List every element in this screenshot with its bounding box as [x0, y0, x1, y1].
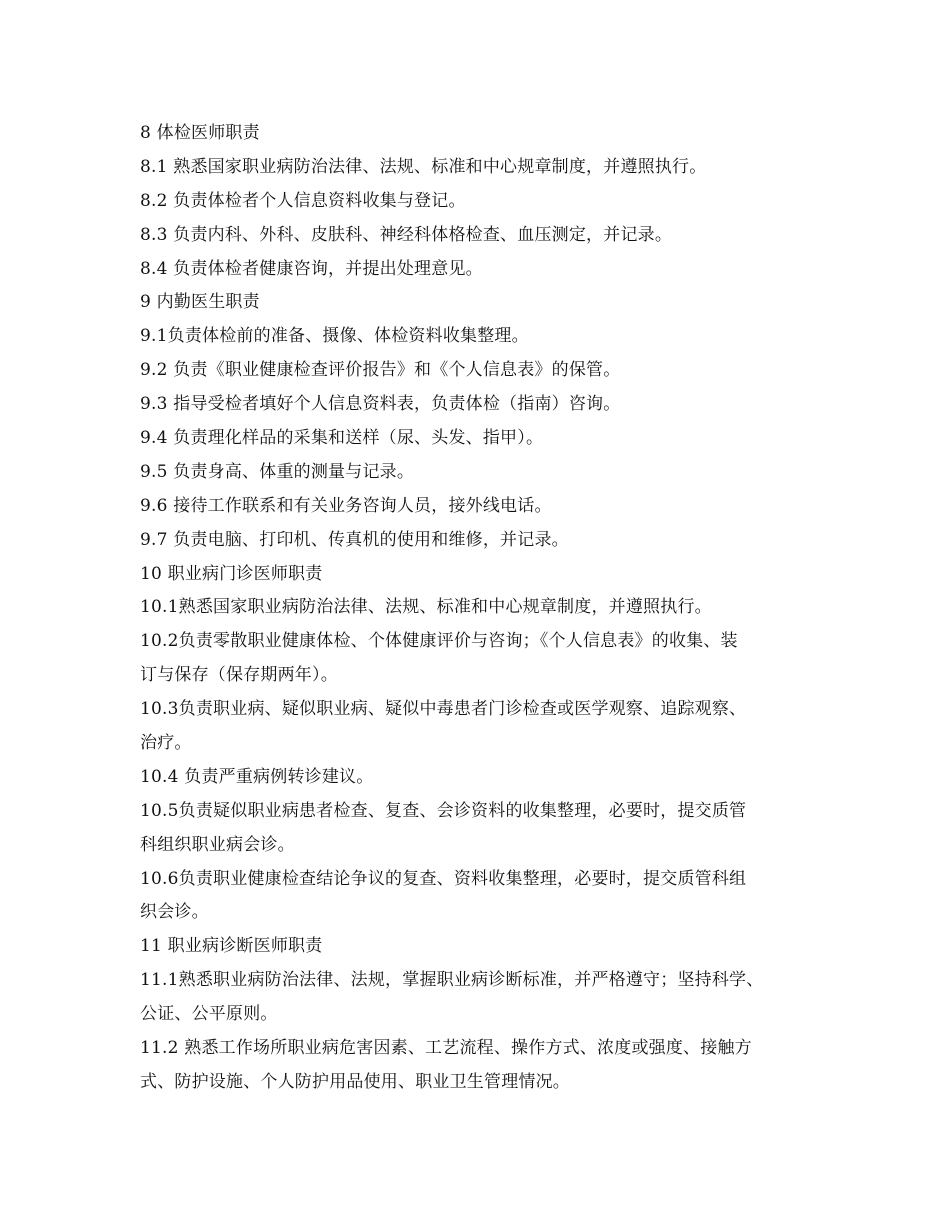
paragraph-line: 9.7 负责电脑、打印机、传真机的使用和维修，并记录。 — [140, 529, 569, 550]
paragraph-line: 8.3 负责内科、外科、皮肤科、神经科体格检查、血压测定，并记录。 — [140, 224, 673, 245]
paragraph-line: 9.2 负责《职业健康检查评价报告》和《个人信息表》的保管。 — [140, 360, 621, 381]
paragraph-line: 9.5 负责身高、体重的测量与记录。 — [140, 461, 415, 482]
paragraph-line: 式、防护设施、个人防护用品使用、职业卫生管理情况。 — [140, 1071, 570, 1092]
section-heading: 8 体检医师职责 — [140, 123, 260, 143]
section-heading: 10 职业病门诊医师职责 — [140, 563, 323, 584]
paragraph-line: 10.6负责职业健康检查结论争议的复查、资料收集整理，必要时，提交质管科组 — [140, 868, 747, 889]
section-heading: 11 职业病诊断医师职责 — [140, 936, 323, 957]
paragraph-line: 9.6 接待工作联系和有关业务咨询人员，接外线电话。 — [140, 495, 552, 516]
paragraph-line: 11.2 熟悉工作场所职业病危害因素、工艺流程、操作方式、浓度或强度、接触方 — [140, 1038, 752, 1059]
paragraph-line: 科组织职业病会诊。 — [140, 834, 295, 855]
paragraph-line: 公证、公平原则。 — [140, 1004, 278, 1025]
paragraph-line: 织会诊。 — [140, 902, 209, 923]
paragraph-line: 8.2 负责体检者个人信息资料收集与登记。 — [140, 190, 466, 211]
paragraph-line: 9.1负责体检前的准备、摄像、体检资料收集整理。 — [140, 326, 529, 347]
paragraph-line: 10.4 负责严重病例转诊建议。 — [140, 766, 374, 787]
paragraph-line: 订与保存（保存期两年）。 — [140, 665, 338, 686]
paragraph-line: 10.5负责疑似职业病患者检查、复查、会诊资料的收集整理，必要时，提交质管 — [140, 800, 747, 821]
paragraph-line: 治疗。 — [140, 733, 192, 754]
section-heading: 9 内勤医生职责 — [140, 292, 260, 313]
document-body — [140, 117, 830, 1100]
paragraph-line: 10.2负责零散职业健康体检、个体健康评价与咨询；《个人信息表》的收集、装 — [140, 631, 738, 652]
paragraph-line: 9.3 指导受检者填好个人信息资料表，负责体检（指南）咨询。 — [140, 394, 621, 415]
paragraph-line: 11.1熟悉职业病防治法律、法规，掌握职业病诊断标准，并严格遵守；坚持科学、 — [140, 970, 764, 991]
paragraph-line: 8.1 熟悉国家职业病防治法律、法规、标准和中心规章制度，并遵照执行。 — [140, 156, 707, 177]
paragraph-line: 10.1熟悉国家职业病防治法律、法规、标准和中心规章制度，并遵照执行。 — [140, 597, 712, 618]
paragraph-line: 8.4 负责体检者健康咨询，并提出处理意见。 — [140, 258, 483, 279]
paragraph-line: 10.3负责职业病、疑似职业病、疑似中毒患者门诊检查或医学观察、追踪观察、 — [140, 699, 747, 720]
paragraph-line: 9.4 负责理化样品的采集和送样（尿、头发、指甲）。 — [140, 428, 544, 449]
